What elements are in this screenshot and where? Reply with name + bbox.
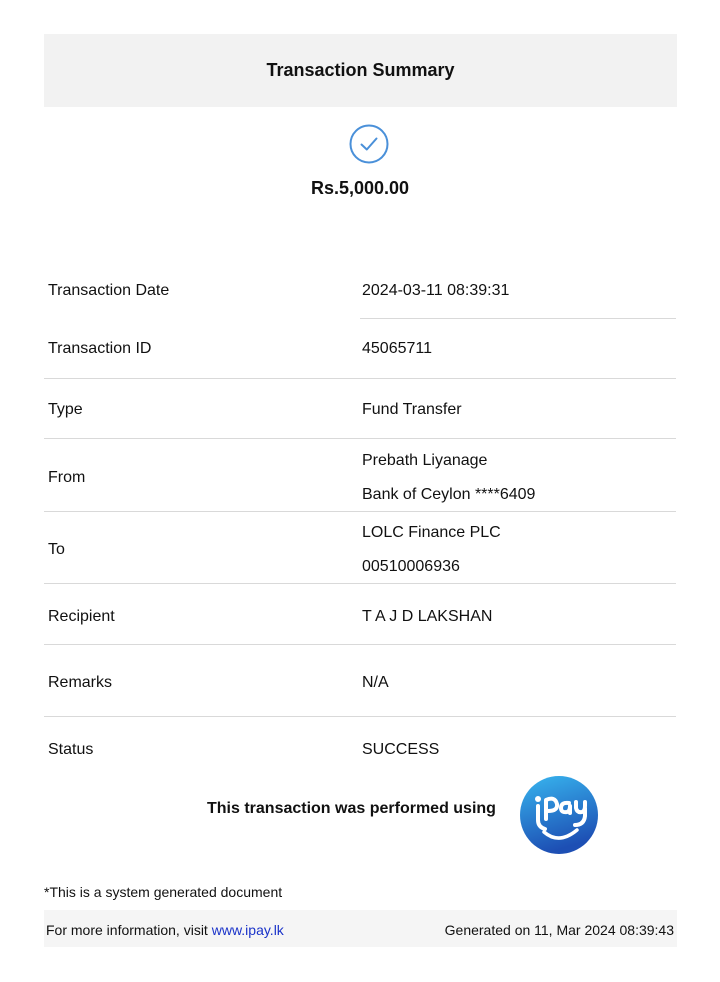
row-type (44, 379, 676, 439)
row-label: Status (48, 741, 94, 758)
footer-bar (44, 910, 677, 947)
row-transaction-date (44, 261, 676, 319)
summary-header (44, 34, 677, 107)
row-label: Recipient (48, 608, 115, 625)
row-recipient (44, 584, 676, 645)
row-label: To (48, 541, 65, 558)
check-circle-icon (349, 124, 389, 164)
row-label: Transaction ID (48, 340, 152, 357)
row-value: T A J D LAKSHAN (362, 608, 493, 625)
details-table (44, 261, 676, 767)
row-value: LOLC Finance PLC (362, 524, 501, 541)
transaction-amount: Rs.5,000.00 (310, 178, 410, 198)
row-value-secondary: Bank of Ceylon ****6409 (362, 486, 536, 503)
row-status (44, 717, 676, 767)
row-label: Type (48, 401, 83, 418)
row-remarks (44, 645, 676, 717)
page-title: Transaction Summary (266, 60, 455, 80)
generated-timestamp: Generated on 11, Mar 2024 08:39:43 (444, 922, 674, 938)
row-to (44, 512, 676, 584)
row-label: Transaction Date (48, 282, 170, 299)
row-value-secondary: 00510006936 (362, 558, 460, 575)
row-transaction-id (44, 319, 676, 379)
ipay-website-link[interactable]: www.ipay.lk (211, 922, 284, 938)
row-value: Fund Transfer (362, 401, 462, 418)
footer-info-prefix: For more information, visit (46, 922, 208, 938)
status-value: SUCCESS (362, 741, 440, 758)
ipay-logo (519, 775, 599, 855)
performed-using-text: This transaction was performed using (207, 800, 496, 817)
row-value: 45065711 (362, 340, 432, 357)
footer-info (46, 922, 284, 938)
system-generated-note: *This is a system generated document (44, 884, 283, 900)
row-label: Remarks (48, 674, 113, 691)
row-label: From (48, 469, 86, 486)
row-from (44, 439, 676, 512)
row-value: Prebath Liyanage (362, 452, 488, 469)
row-value: N/A (362, 674, 389, 691)
row-value: 2024-03-11 08:39:31 (362, 282, 510, 299)
